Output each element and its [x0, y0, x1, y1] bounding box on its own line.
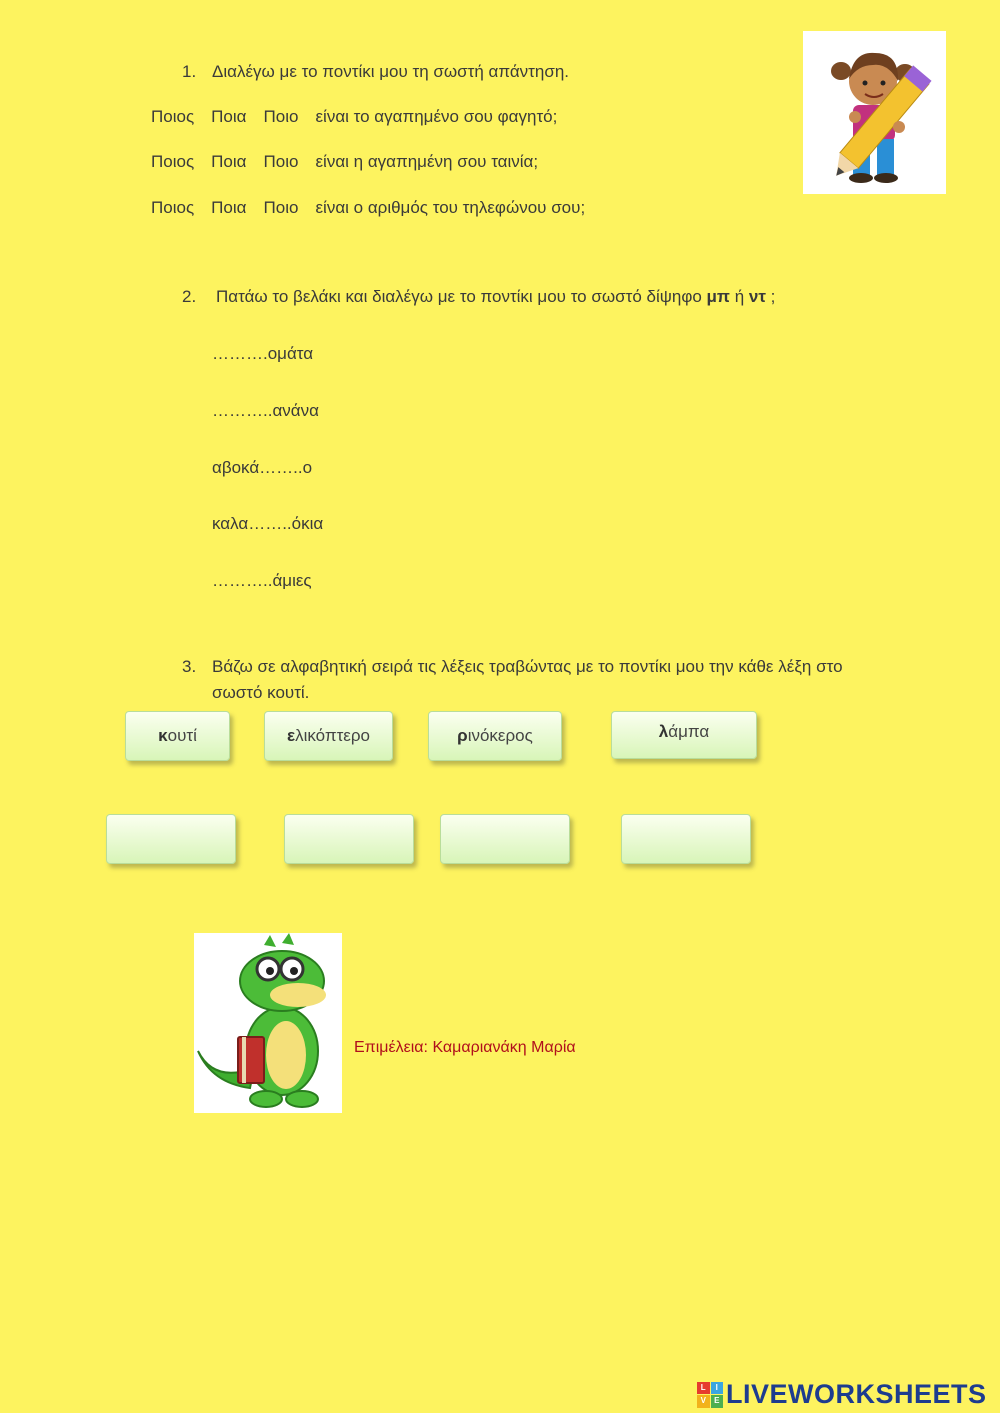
or-word: ή [734, 287, 745, 306]
instruction-text: Βάζω σε αλφαβητική σειρά τις λέξεις τραβώντας με το ποντίκι μου την κάθε λέξη στο σωστό κουτί. [212, 657, 843, 702]
girl-with-pencil-image [803, 31, 946, 194]
tile-rest: λικόπτερο [295, 726, 370, 745]
logo-letter: V [697, 1395, 710, 1408]
option-poio[interactable]: Ποιο [263, 198, 299, 217]
sentence-text: είναι η αγαπημένη σου ταινία; [315, 152, 539, 171]
question-mark: ; [770, 287, 776, 306]
tile-rest: ουτί [167, 726, 197, 745]
question-number: 3. [182, 657, 197, 676]
option-poio[interactable]: Ποιο [263, 107, 299, 126]
fill-word-1[interactable]: ……….ομάτα [212, 344, 314, 363]
question-number: 2. [182, 287, 197, 306]
draggable-word-lampa[interactable] [611, 711, 757, 759]
fill-word-3[interactable]: αβοκά……..ο [212, 458, 313, 477]
fill-word-4[interactable]: καλα……..όκια [212, 514, 324, 533]
author-credit: Επιμέλεια: Καμαριανάκη Μαρία [354, 1039, 576, 1056]
digraph-nt: ντ [748, 287, 766, 306]
option-poia[interactable]: Ποια [211, 198, 247, 217]
option-poios[interactable]: Ποιος [151, 198, 195, 217]
drop-box-4[interactable] [621, 814, 751, 864]
instruction-text: Πατάω το βελάκι και διαλέγω με το ποντίκι μου το σωστό δίψηφο [216, 287, 702, 306]
option-poia[interactable]: Ποια [211, 152, 247, 171]
question-2-instruction [182, 287, 775, 307]
option-poios[interactable]: Ποιος [151, 152, 195, 171]
sentence-text: είναι το αγαπημένο σου φαγητό; [315, 107, 558, 126]
option-poio[interactable]: Ποιο [263, 152, 299, 171]
tile-first-letter: ε [286, 726, 296, 745]
question-3-instruction [182, 654, 862, 706]
logo-letter: E [711, 1395, 724, 1408]
drop-box-2[interactable] [284, 814, 414, 864]
draggable-word-elikoptero[interactable] [264, 711, 393, 761]
liveworksheets-brand[interactable] [697, 1379, 987, 1410]
digraph-mp: μπ [706, 287, 730, 306]
tile-first-letter: ρ [457, 726, 468, 745]
question-number: 1. [182, 62, 197, 81]
tile-rest: άμπα [668, 722, 710, 741]
logo-letter: I [711, 1382, 724, 1395]
tile-first-letter: κ [158, 726, 168, 745]
fill-word-2[interactable]: ………..ανάνα [212, 401, 319, 420]
drop-box-3[interactable] [440, 814, 570, 864]
option-poia[interactable]: Ποια [211, 107, 247, 126]
instruction-text: Διαλέγω με το ποντίκι μου τη σωστή απάντηση. [212, 62, 570, 81]
logo-letter: L [697, 1382, 710, 1395]
sentence-text: είναι ο αριθμός του τηλεφώνου σου; [315, 198, 586, 217]
draggable-word-kouti[interactable] [125, 711, 230, 761]
question-1-row-2 [151, 152, 538, 172]
liveworksheets-logo-icon [697, 1382, 723, 1408]
question-1-instruction [182, 62, 569, 82]
drop-box-1[interactable] [106, 814, 236, 864]
fill-word-5[interactable]: ………..άμιες [212, 571, 312, 590]
crocodile-with-book-image [194, 933, 342, 1113]
option-poios[interactable]: Ποιος [151, 107, 195, 126]
tile-first-letter: λ [658, 722, 669, 741]
brand-name: LIVEWORKSHEETS [726, 1379, 987, 1409]
tile-rest: ινόκερος [467, 726, 533, 745]
draggable-word-rinokeros[interactable] [428, 711, 562, 761]
question-1-row-3 [151, 198, 585, 218]
question-1-row-1 [151, 107, 557, 127]
